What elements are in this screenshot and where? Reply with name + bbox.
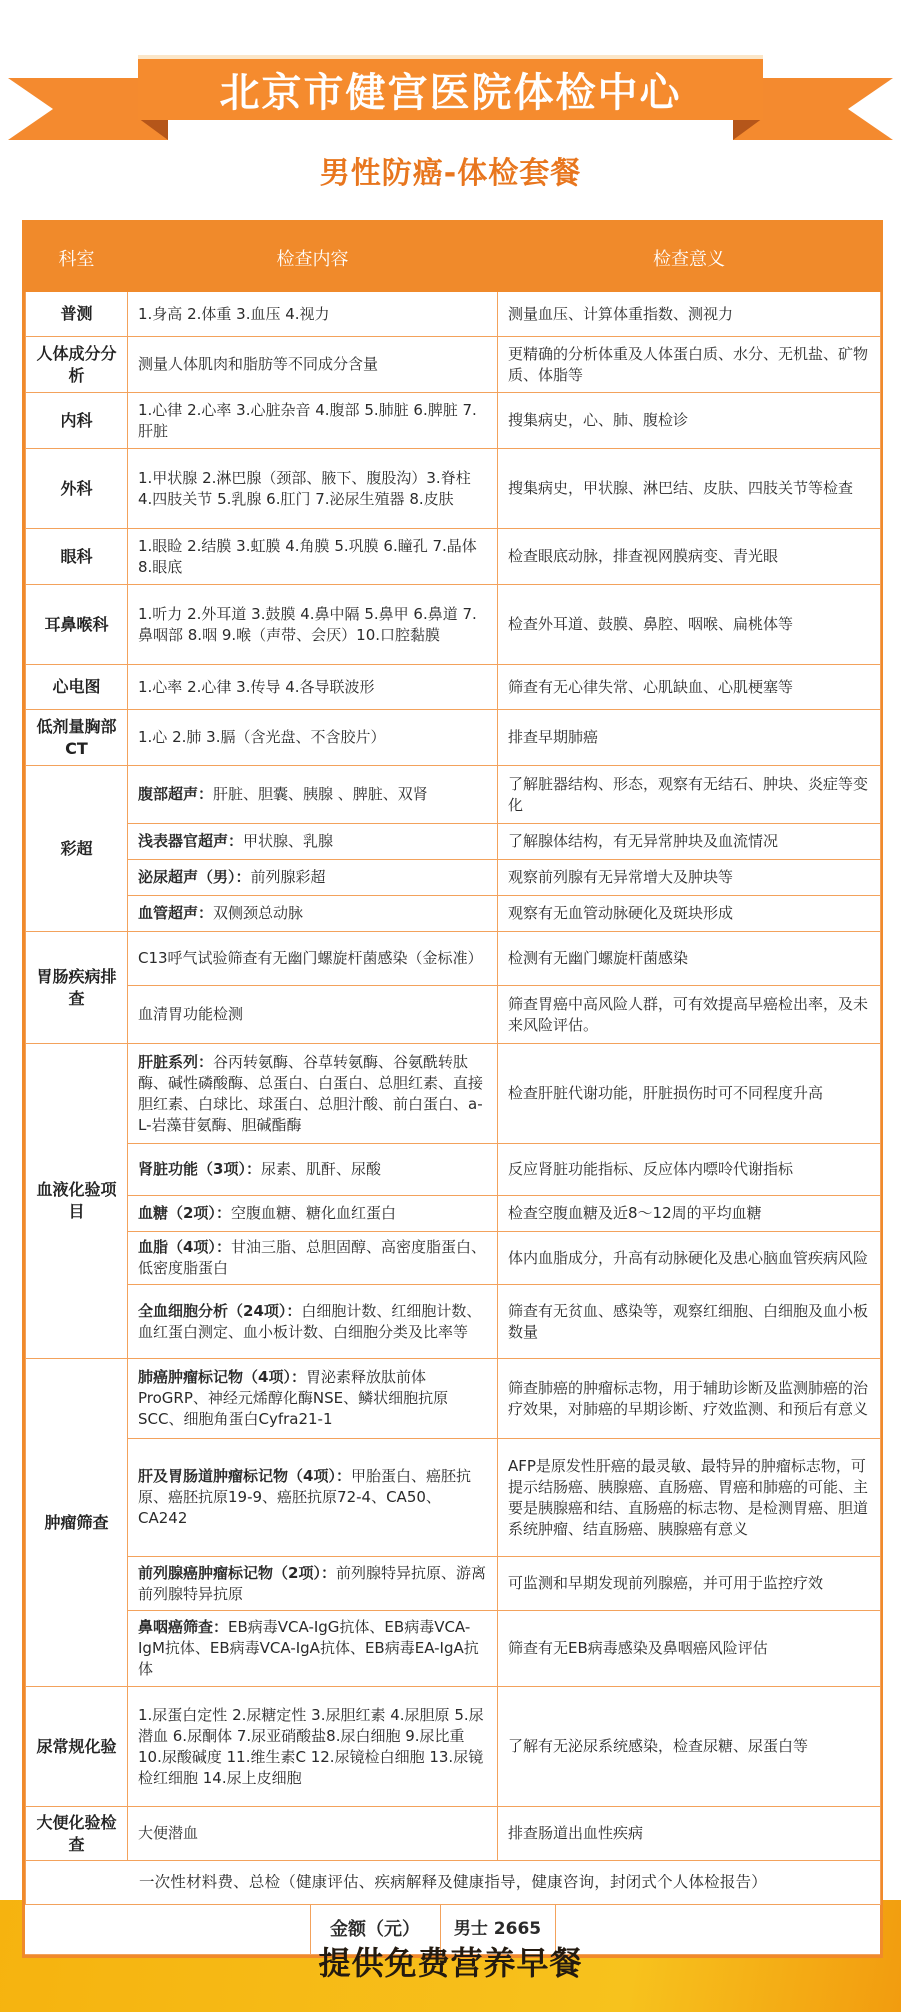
item-label: 泌尿超声（男）： xyxy=(138,868,251,886)
content-cell xyxy=(128,1439,498,1557)
table-row xyxy=(26,1232,881,1285)
content-cell xyxy=(128,1285,498,1359)
table-row xyxy=(26,1611,881,1687)
content-cell: 1.眼睑 2.结膜 3.虹膜 4.角膜 5.巩膜 6.瞳孔 7.晶体 8.眼底 xyxy=(128,529,498,585)
table-row xyxy=(26,896,881,932)
meaning-cell: 排查肠道出血性疾病 xyxy=(498,1807,881,1861)
table-row xyxy=(26,449,881,529)
item-content: 甲状腺、乳腺 xyxy=(243,832,334,850)
table-row xyxy=(26,665,881,710)
meaning-cell: 检查眼底动脉，排查视网膜病变、青光眼 xyxy=(498,529,881,585)
table-row xyxy=(26,710,881,766)
item-content: 胃泌素释放肽前体ProGRP、神经元烯醇化酶NSE、鳞状细胞抗原SCC、细胞角蛋白Cyfra21-1 xyxy=(138,1368,449,1428)
meaning-cell: 检查空腹血糖及近8～12周的平均血糖 xyxy=(498,1196,881,1232)
dept-cell: 血液化验项目 xyxy=(26,1044,128,1359)
price-value: 男士 2665 xyxy=(440,1905,555,1955)
item-content: 空腹血糖、糖化血红蛋白 xyxy=(230,1204,396,1222)
table-row xyxy=(26,337,881,393)
item-label: 鼻咽癌筛查： xyxy=(138,1618,229,1636)
item-content: 尿素、肌酐、尿酸 xyxy=(260,1160,381,1178)
table-row xyxy=(26,393,881,449)
dept-cell: 胃肠疾病排查 xyxy=(26,932,128,1044)
meaning-cell: 观察有无血管动脉硬化及斑块形成 xyxy=(498,896,881,932)
dept-cell: 低剂量胸部CT xyxy=(26,710,128,766)
content-cell xyxy=(128,1196,498,1232)
dept-cell: 彩超 xyxy=(26,766,128,932)
table-row xyxy=(26,1687,881,1807)
content-cell xyxy=(128,1557,498,1611)
price-label: 金额（元） xyxy=(310,1905,440,1955)
content-cell: 1.心 2.肺 3.膈（含光盘、不含胶片） xyxy=(128,710,498,766)
dept-cell: 心电图 xyxy=(26,665,128,710)
content-cell: 1.甲状腺 2.淋巴腺（颈部、腋下、腹股沟）3.脊柱 4.四肢关节 5.乳腺 6.肛门 7.泌尿生殖器 8.皮肤 xyxy=(128,449,498,529)
dept-cell: 普测 xyxy=(26,292,128,337)
item-content: 双侧颈总动脉 xyxy=(213,904,304,922)
content-cell xyxy=(128,1359,498,1439)
meaning-cell: 筛查肺癌的肿瘤标志物，用于辅助诊断及监测肺癌的治疗效果，对肺癌的早期诊断、疗效监测、和预后有意义 xyxy=(498,1359,881,1439)
dept-cell: 尿常规化验 xyxy=(26,1687,128,1807)
content-cell: 1.尿蛋白定性 2.尿糖定性 3.尿胆红素 4.尿胆原 5.尿潜血 6.尿酮体 7.尿亚硝酸盐8.尿白细胞 9.尿比重 10.尿酸碱度 11.维生素C 12.尿镜检白细胞 13.尿镜检红细胞 14.尿上皮细胞 xyxy=(128,1687,498,1807)
item-label: 血脂（4项）： xyxy=(138,1238,231,1256)
meaning-cell: 反应肾脏功能指标、反应体内嘌呤代谢指标 xyxy=(498,1144,881,1196)
content-cell: 1.心率 2.心律 3.传导 4.各导联波形 xyxy=(128,665,498,710)
meaning-cell: 检查外耳道、鼓膜、鼻腔、咽喉、扁桃体等 xyxy=(498,585,881,665)
title-banner xyxy=(138,55,763,120)
table-row xyxy=(26,1196,881,1232)
content-cell xyxy=(128,860,498,896)
content-cell: 血清胃功能检测 xyxy=(128,986,498,1044)
content-cell xyxy=(128,1611,498,1687)
table-row xyxy=(26,986,881,1044)
item-content: EB病毒VCA-IgG抗体、EB病毒VCA-IgM抗体、EB病毒VCA-IgA抗体、EB病毒EA-IgA抗体 xyxy=(138,1618,479,1678)
meaning-cell: 搜集病史，甲状腺、淋巴结、皮肤、四肢关节等检查 xyxy=(498,449,881,529)
content-cell: C13呼气试验筛查有无幽门螺旋杆菌感染（金标准） xyxy=(128,932,498,986)
content-cell xyxy=(128,1044,498,1144)
table-row xyxy=(26,1144,881,1196)
meaning-cell: 检测有无幽门螺旋杆菌感染 xyxy=(498,932,881,986)
item-content: 白细胞计数、红细胞计数、血红蛋白测定、血小板计数、白细胞分类及比率等 xyxy=(138,1301,482,1341)
table-row xyxy=(26,824,881,860)
table-row xyxy=(26,1439,881,1557)
meaning-cell: 了解脏器结构、形态，观察有无结石、肿块、炎症等变化 xyxy=(498,766,881,824)
item-label: 腹部超声： xyxy=(138,785,214,803)
content-cell xyxy=(128,766,498,824)
table-row xyxy=(26,1807,881,1861)
table-row xyxy=(26,1285,881,1359)
table-row xyxy=(26,1359,881,1439)
meaning-cell: 筛查有无EB病毒感染及鼻咽癌风险评估 xyxy=(498,1611,881,1687)
content-cell xyxy=(128,1232,498,1285)
column-header-content: 检查内容 xyxy=(128,224,498,292)
page-subtitle: 男性防癌-体检套餐 xyxy=(319,156,582,191)
table-row xyxy=(26,1044,881,1144)
table-row xyxy=(26,766,881,824)
meaning-cell: AFP是原发性肝癌的最灵敏、最特异的肿瘤标志物，可提示结肠癌、胰腺癌、直肠癌、胃癌和肺癌的可能、主要是胰腺癌和结、直肠癌的标志物、是检测胃癌、胆道系统肿瘤、结直肠癌、胰腺癌有意义 xyxy=(498,1439,881,1557)
meaning-cell: 了解腺体结构，有无异常肿块及血流情况 xyxy=(498,824,881,860)
table-header-row xyxy=(26,224,881,292)
item-label: 血管超声： xyxy=(138,904,214,922)
content-cell: 1.身高 2.体重 3.血压 4.视力 xyxy=(128,292,498,337)
column-header-meaning: 检查意义 xyxy=(498,224,881,292)
dept-cell: 人体成分分析 xyxy=(26,337,128,393)
meaning-cell: 排查早期肺癌 xyxy=(498,710,881,766)
content-cell: 1.听力 2.外耳道 3.鼓膜 4.鼻中隔 5.鼻甲 6.鼻道 7.鼻咽部 8.咽 9.喉（声带、会厌）10.口腔黏膜 xyxy=(128,585,498,665)
item-label: 肺癌肿瘤标记物（4项）： xyxy=(138,1368,306,1386)
meaning-cell: 筛查有无贫血、感染等，观察红细胞、白细胞及血小板数量 xyxy=(498,1285,881,1359)
meaning-cell: 可监测和早期发现前列腺癌，并可用于监控疗效 xyxy=(498,1557,881,1611)
content-cell: 大便潜血 xyxy=(128,1807,498,1861)
table-row xyxy=(26,932,881,986)
table-row xyxy=(26,1557,881,1611)
breakfast-footer: 提供免费营养早餐 xyxy=(318,1944,583,1982)
meaning-cell: 筛查胃癌中高风险人群，可有效提高早癌检出率，及未来风险评估。 xyxy=(498,986,881,1044)
content-cell xyxy=(128,896,498,932)
content-cell xyxy=(128,824,498,860)
meaning-cell: 筛查有无心律失常、心肌缺血、心肌梗塞等 xyxy=(498,665,881,710)
meaning-cell: 搜集病史，心、肺、腹检诊 xyxy=(498,393,881,449)
item-content: 前列腺彩超 xyxy=(250,868,326,886)
item-label: 浅表器官超声： xyxy=(138,832,244,850)
checkup-table xyxy=(22,220,883,1958)
dept-cell: 内科 xyxy=(26,393,128,449)
fee-note-row xyxy=(26,1861,881,1905)
dept-cell: 肿瘤筛查 xyxy=(26,1359,128,1687)
item-content: 前列腺特异抗原、游离前列腺特异抗原 xyxy=(138,1563,486,1603)
item-content: 肝脏、胆囊、胰腺 、脾脏、双肾 xyxy=(213,785,428,803)
page-title: 北京市健宫医院体检中心 xyxy=(219,70,682,116)
meaning-cell: 观察前列腺有无异常增大及肿块等 xyxy=(498,860,881,896)
item-label: 前列腺癌肿瘤标记物（2项）： xyxy=(138,1563,336,1582)
meaning-cell: 了解有无泌尿系统感染，检查尿糖、尿蛋白等 xyxy=(498,1687,881,1807)
content-cell xyxy=(128,1144,498,1196)
item-content: 甘油三脂、总胆固醇、高密度脂蛋白、低密度脂蛋白 xyxy=(138,1238,486,1277)
item-label: 肾脏功能（3项）： xyxy=(138,1160,261,1178)
meaning-cell: 更精确的分析体重及人体蛋白质、水分、无机盐、矿物质、体脂等 xyxy=(498,337,881,393)
item-label: 肝及胃肠道肿瘤标记物（4项）： xyxy=(138,1467,351,1485)
table-row xyxy=(26,860,881,896)
dept-cell: 大便化验检查 xyxy=(26,1807,128,1861)
table-row xyxy=(26,292,881,337)
meaning-cell: 检查肝脏代谢功能，肝脏损伤时可不同程度升高 xyxy=(498,1044,881,1144)
meaning-cell: 体内血脂成分，升高有动脉硬化及患心脑血管疾病风险 xyxy=(498,1232,881,1285)
dept-cell: 耳鼻喉科 xyxy=(26,585,128,665)
item-label: 血糖（2项）： xyxy=(138,1204,231,1222)
dept-cell: 外科 xyxy=(26,449,128,529)
column-header-dept: 科室 xyxy=(26,224,128,292)
item-label: 肝脏系列： xyxy=(138,1052,214,1071)
fee-note: 一次性材料费、总检（健康评估、疾病解释及健康指导，健康咨询，封闭式个人体检报告） xyxy=(26,1861,881,1905)
content-cell: 测量人体肌肉和脂肪等不同成分含量 xyxy=(128,337,498,393)
item-content: 谷丙转氨酶、谷草转氨酶、谷氨酰转肽酶、碱性磷酸酶、总蛋白、白蛋白、总胆红素、直接胆红素、白球比、球蛋白、总胆汁酸、前白蛋白、a-L-岩藻苷氨酶、胆碱酯酶 xyxy=(138,1052,484,1134)
item-content: 甲胎蛋白、癌胚抗原、癌胚抗原19-9、癌胚抗原72-4、CA50、CA242 xyxy=(138,1467,471,1527)
meaning-cell: 测量血压、计算体重指数、测视力 xyxy=(498,292,881,337)
item-label: 全血细胞分析（24项）： xyxy=(138,1301,302,1320)
table-row xyxy=(26,585,881,665)
content-cell: 1.心律 2.心率 3.心脏杂音 4.腹部 5.肺脏 6.脾脏 7.肝脏 xyxy=(128,393,498,449)
table-row xyxy=(26,529,881,585)
dept-cell: 眼科 xyxy=(26,529,128,585)
